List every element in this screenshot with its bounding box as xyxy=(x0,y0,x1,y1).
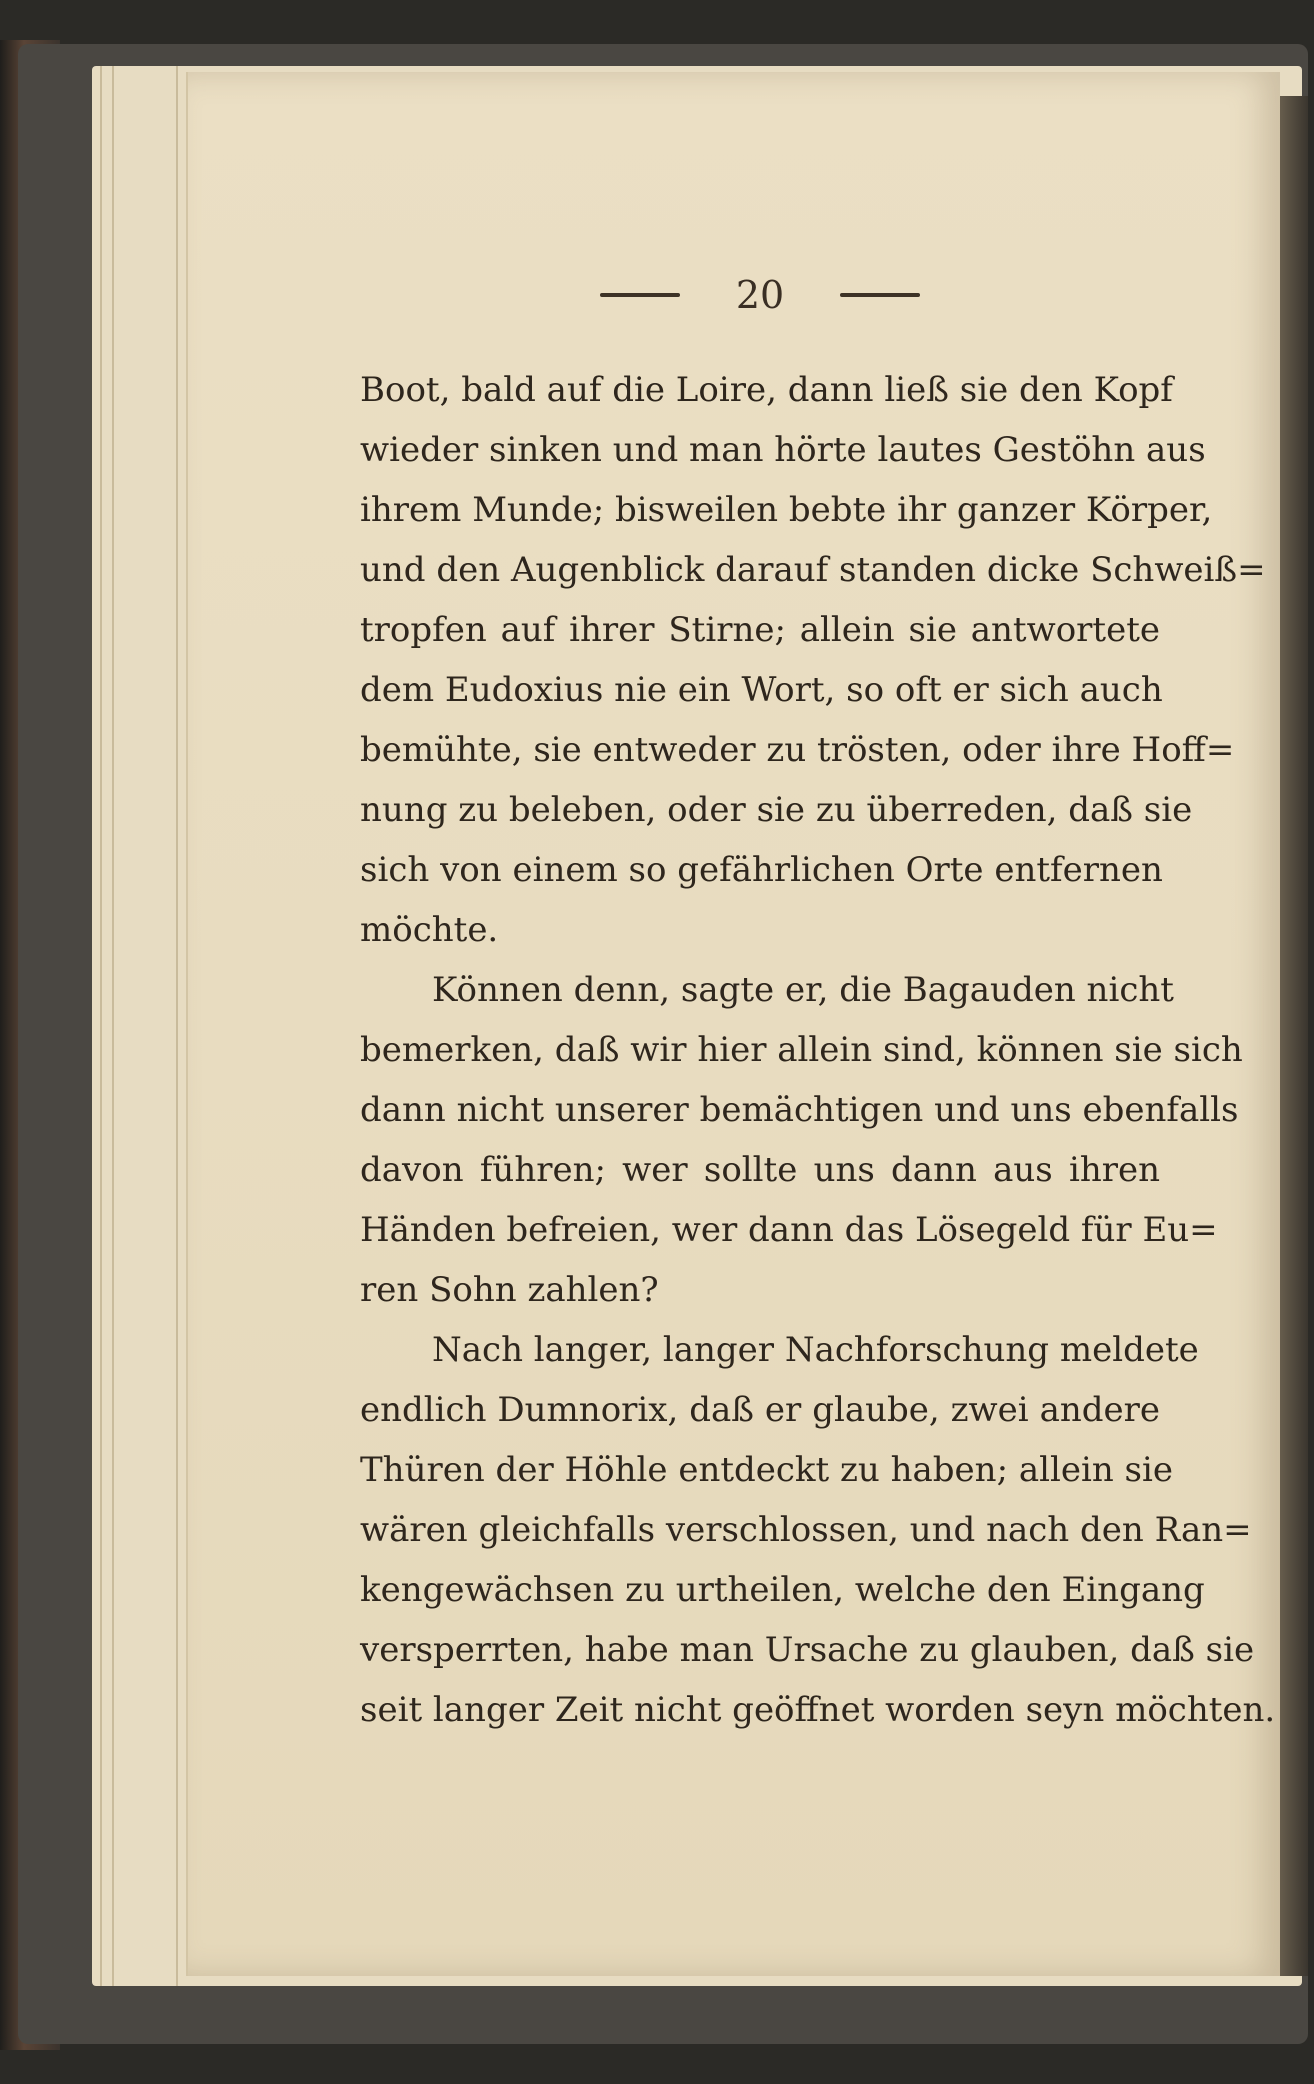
page-body-text xyxy=(360,360,1276,1740)
text-line: seit langer Zeit nicht geöffnet worden seyn möchten. xyxy=(360,1690,1276,1730)
text-line: dann nicht unserer bemächtigen und uns ebenfalls xyxy=(360,1090,1239,1130)
right-page-edge xyxy=(1278,96,1308,1976)
text-line: bemerken, daß wir hier allein sind, können sie sich xyxy=(360,1030,1243,1070)
header-dash-right xyxy=(840,293,920,297)
text-line: Händen befreien, wer dann das Lösegeld für Eu= xyxy=(360,1210,1218,1250)
header-dash-left xyxy=(600,293,680,297)
text-line: wieder sinken und man hörte lautes Gestöhn aus xyxy=(360,430,1206,470)
text-line: sich von einem so gefährlichen Orte entfernen xyxy=(360,850,1163,890)
text-line: davon führen; wer sollte uns dann aus ihren xyxy=(360,1150,1160,1190)
page-edge-line xyxy=(100,66,102,1986)
text-line: endlich Dumnorix, daß er glaube, zwei andere xyxy=(360,1390,1160,1430)
text-line: Boot, bald auf die Loire, dann ließ sie den Kopf xyxy=(360,370,1173,410)
page-edge-line xyxy=(112,66,114,1986)
text-line: möchte. xyxy=(360,910,499,950)
text-line: und den Augenblick darauf standen dicke Schweiß= xyxy=(360,550,1266,590)
text-line: ihrem Munde; bisweilen bebte ihr ganzer Körper, xyxy=(360,490,1213,530)
page-number: 20 xyxy=(735,273,785,317)
text-line: versperrten, habe man Ursache zu glauben, daß sie xyxy=(360,1630,1255,1670)
page-edge-line xyxy=(176,66,178,1986)
text-line: kengewächsen zu urtheilen, welche den Eingang xyxy=(360,1570,1205,1610)
text-line: Thüren der Höhle entdeckt zu haben; allein sie xyxy=(360,1450,1173,1490)
text-line: bemühte, sie entweder zu trösten, oder ihre Hoff= xyxy=(360,730,1235,770)
text-line: tropfen auf ihrer Stirne; allein sie antwortete xyxy=(360,610,1160,650)
text-line: dem Eudoxius nie ein Wort, so oft er sich auch xyxy=(360,670,1163,710)
text-line: Können denn, sagte er, die Bagauden nicht xyxy=(432,970,1174,1010)
page-header xyxy=(600,270,920,320)
text-line: ren Sohn zahlen? xyxy=(360,1270,659,1310)
text-line: wären gleichfalls verschlossen, und nach den Ran= xyxy=(360,1510,1252,1550)
text-line: Nach langer, langer Nachforschung meldete xyxy=(432,1330,1199,1370)
text-line: nung zu beleben, oder sie zu überreden, daß sie xyxy=(360,790,1193,830)
